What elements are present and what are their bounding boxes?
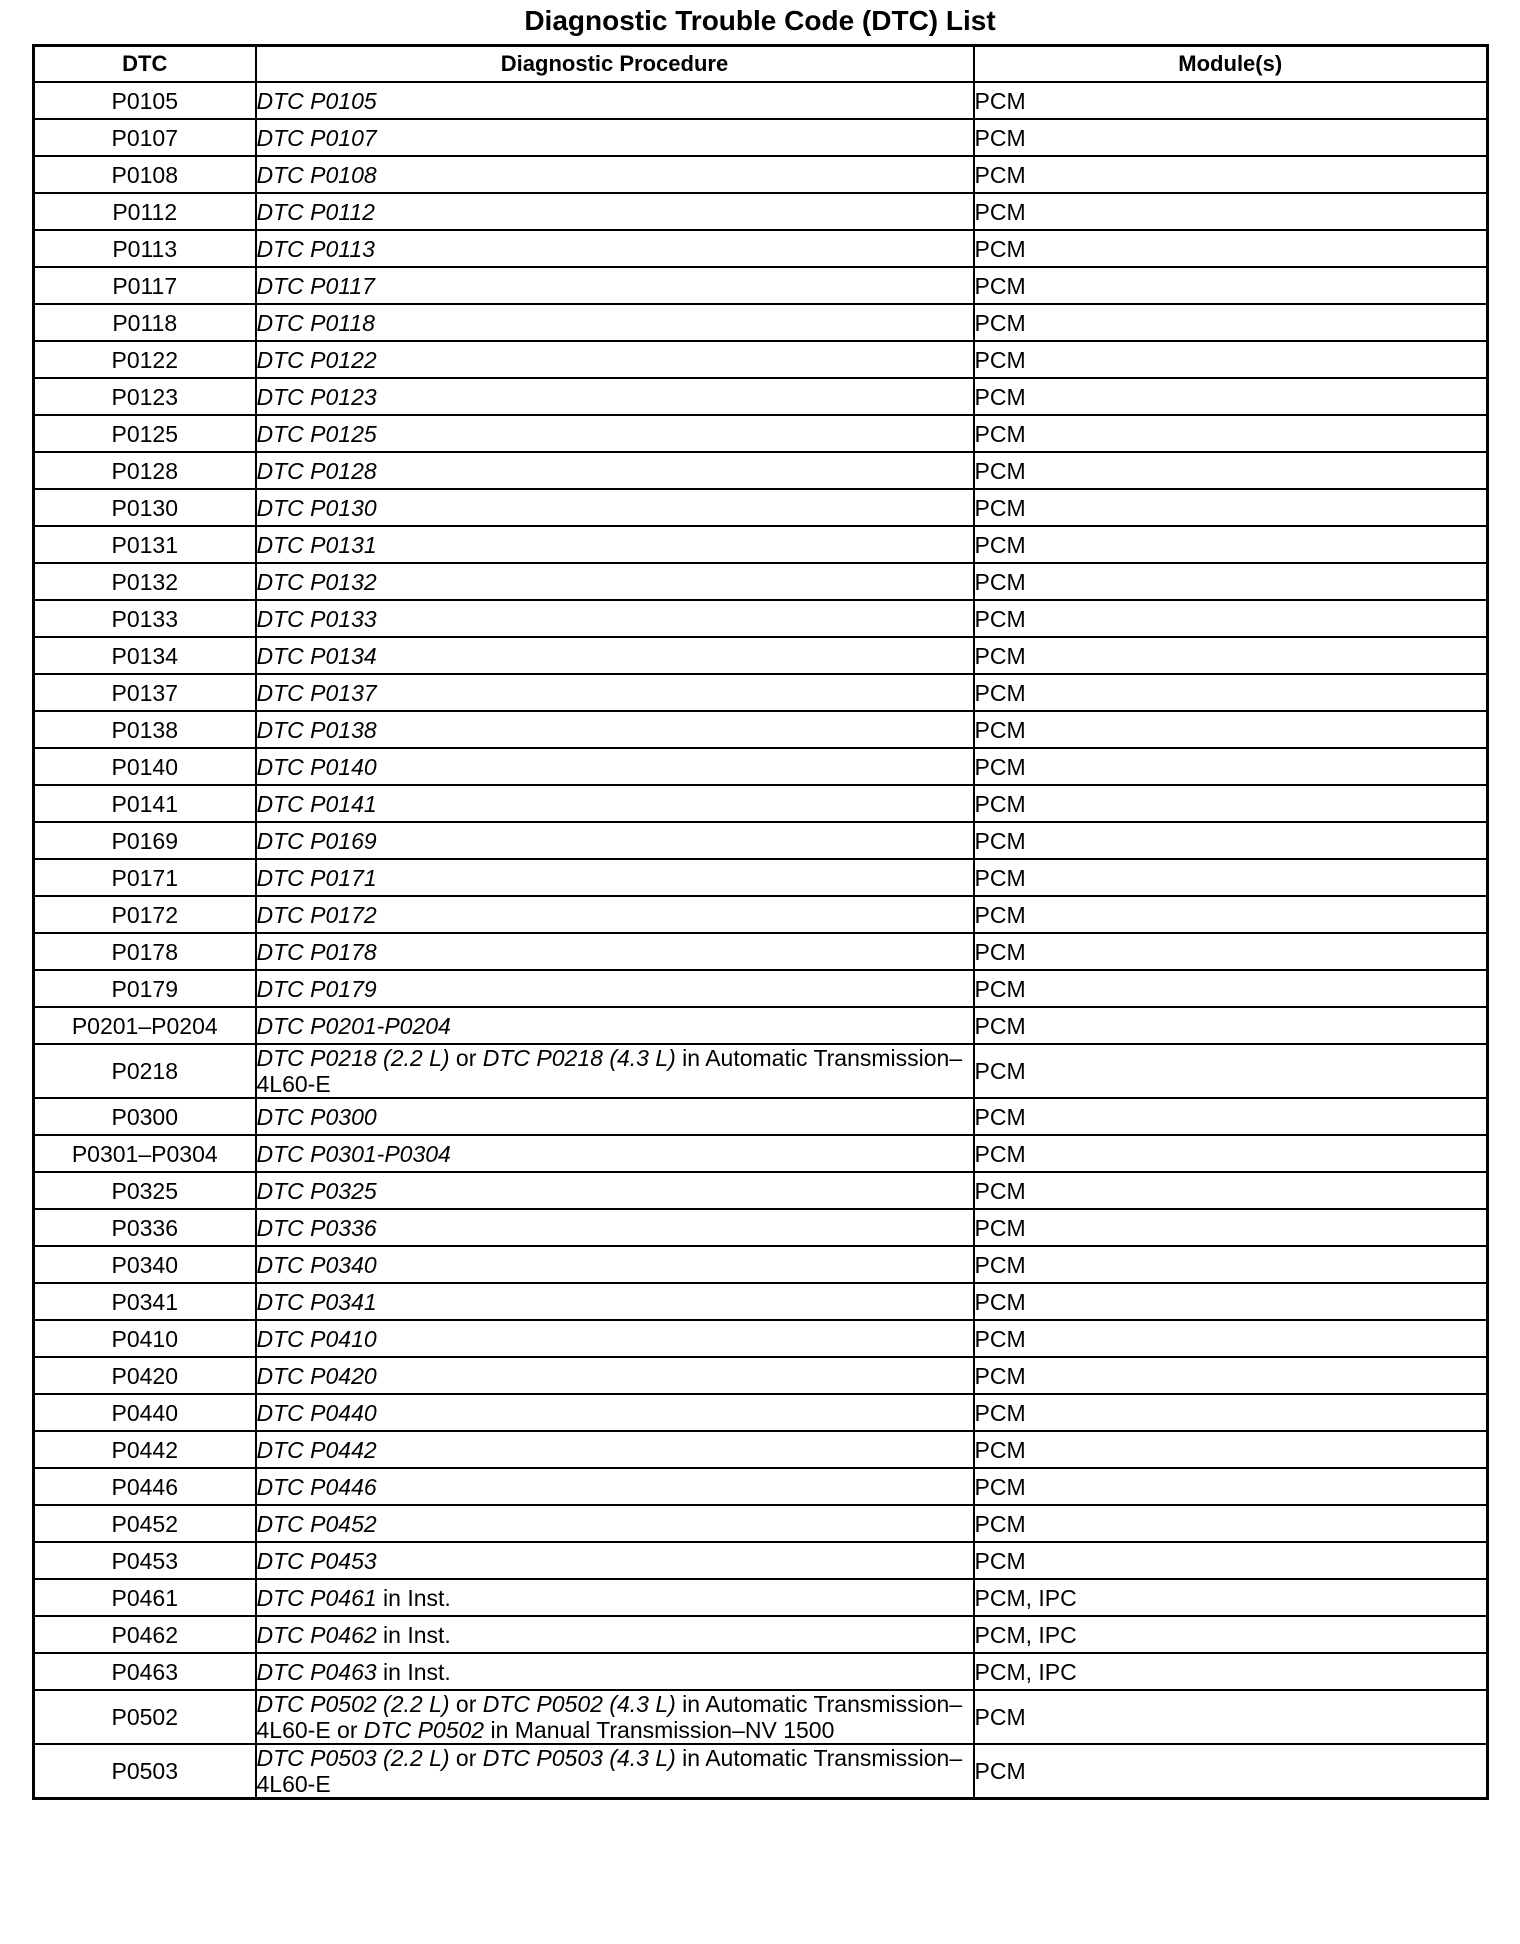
diagnostic-procedure-cell bbox=[256, 1579, 974, 1616]
procedure-link-text: DTC P0133 bbox=[256, 605, 377, 632]
procedure-link-text: DTC P0130 bbox=[256, 494, 377, 521]
module-cell: PCM bbox=[974, 637, 1488, 674]
diagnostic-procedure-cell bbox=[256, 1320, 974, 1357]
module-cell: PCM bbox=[974, 933, 1488, 970]
diagnostic-procedure-cell bbox=[256, 230, 974, 267]
procedure-text: or bbox=[449, 1045, 483, 1071]
procedure-link-text: DTC P0502 (4.3 L) bbox=[482, 1691, 676, 1717]
module-cell: PCM bbox=[974, 1172, 1488, 1209]
module-cell: PCM bbox=[974, 415, 1488, 452]
diagnostic-procedure-cell bbox=[256, 267, 974, 304]
table-row bbox=[34, 526, 1488, 563]
module-cell: PCM bbox=[974, 1744, 1488, 1799]
procedure-link-text: DTC P0131 bbox=[256, 531, 377, 558]
dtc-code-cell: P0446 bbox=[34, 1468, 256, 1505]
procedure-link-text: DTC P0420 bbox=[256, 1362, 377, 1389]
table-row bbox=[34, 1283, 1488, 1320]
table-row bbox=[34, 230, 1488, 267]
module-cell: PCM bbox=[974, 600, 1488, 637]
module-cell: PCM bbox=[974, 193, 1488, 230]
module-cell: PCM bbox=[974, 1135, 1488, 1172]
table-row bbox=[34, 82, 1488, 119]
module-cell: PCM bbox=[974, 1542, 1488, 1579]
module-cell: PCM bbox=[974, 711, 1488, 748]
procedure-link-text: DTC P0462 bbox=[256, 1621, 377, 1648]
procedure-link-text: DTC P0171 bbox=[256, 864, 377, 891]
module-cell: PCM bbox=[974, 267, 1488, 304]
diagnostic-procedure-cell bbox=[256, 82, 974, 119]
dtc-code-cell: P0440 bbox=[34, 1394, 256, 1431]
procedure-link-text: DTC P0503 (4.3 L) bbox=[482, 1745, 676, 1771]
procedure-link-text: DTC P0178 bbox=[256, 938, 377, 965]
table-row bbox=[34, 1394, 1488, 1431]
table-row bbox=[34, 1579, 1488, 1616]
table-row bbox=[34, 1098, 1488, 1135]
procedure-text: in Inst. bbox=[376, 1658, 451, 1685]
table-row bbox=[34, 1007, 1488, 1044]
table-row bbox=[34, 267, 1488, 304]
table-row bbox=[34, 1135, 1488, 1172]
dtc-code-cell: P0130 bbox=[34, 489, 256, 526]
module-cell: PCM, IPC bbox=[974, 1653, 1488, 1690]
page-title: Diagnostic Trouble Code (DTC) List bbox=[524, 5, 996, 36]
module-cell: PCM bbox=[974, 378, 1488, 415]
procedure-link-text: DTC P0502 bbox=[363, 1717, 485, 1743]
dtc-code-cell: P0117 bbox=[34, 267, 256, 304]
module-cell: PCM bbox=[974, 1246, 1488, 1283]
module-cell: PCM bbox=[974, 119, 1488, 156]
table-row bbox=[34, 970, 1488, 1007]
diagnostic-procedure-cell bbox=[256, 748, 974, 785]
table-row bbox=[34, 193, 1488, 230]
diagnostic-procedure-cell bbox=[256, 674, 974, 711]
module-cell: PCM bbox=[974, 489, 1488, 526]
module-cell: PCM bbox=[974, 1098, 1488, 1135]
dtc-code-cell: P0453 bbox=[34, 1542, 256, 1579]
diagnostic-procedure-cell bbox=[256, 822, 974, 859]
procedure-text: or bbox=[449, 1691, 483, 1717]
diagnostic-procedure-cell bbox=[256, 1690, 974, 1744]
table-row bbox=[34, 1431, 1488, 1468]
table-row bbox=[34, 1172, 1488, 1209]
table-row bbox=[34, 563, 1488, 600]
dtc-code-cell: P0141 bbox=[34, 785, 256, 822]
diagnostic-procedure-cell bbox=[256, 711, 974, 748]
procedure-link-text: DTC P0112 bbox=[256, 198, 375, 225]
procedure-link-text: DTC P0122 bbox=[256, 346, 377, 373]
dtc-code-cell: P0179 bbox=[34, 970, 256, 1007]
dtc-code-cell: P0128 bbox=[34, 452, 256, 489]
diagnostic-procedure-cell bbox=[256, 1044, 974, 1098]
diagnostic-procedure-cell bbox=[256, 489, 974, 526]
procedure-text: in Inst. bbox=[376, 1584, 451, 1611]
table-row bbox=[34, 637, 1488, 674]
diagnostic-procedure-cell bbox=[256, 1616, 974, 1653]
dtc-code-cell: P0112 bbox=[34, 193, 256, 230]
procedure-link-text: DTC P0128 bbox=[256, 457, 377, 484]
diagnostic-procedure-cell bbox=[256, 415, 974, 452]
table-row bbox=[34, 1357, 1488, 1394]
diagnostic-procedure-cell bbox=[256, 1542, 974, 1579]
procedure-link-text: DTC P0138 bbox=[256, 716, 377, 743]
diagnostic-procedure-cell bbox=[256, 1098, 974, 1135]
diagnostic-procedure-cell bbox=[256, 785, 974, 822]
procedure-link-text: DTC P0113 bbox=[256, 235, 375, 262]
procedure-link-text: DTC P0125 bbox=[256, 420, 377, 447]
table-row bbox=[34, 1246, 1488, 1283]
procedure-link-text: DTC P0336 bbox=[256, 1214, 377, 1241]
table-row bbox=[34, 1468, 1488, 1505]
module-cell: PCM bbox=[974, 82, 1488, 119]
dtc-code-cell: P0218 bbox=[34, 1044, 256, 1098]
procedure-link-text: DTC P0107 bbox=[256, 124, 377, 151]
table-row bbox=[34, 1653, 1488, 1690]
dtc-code-cell: P0137 bbox=[34, 674, 256, 711]
diagnostic-procedure-cell bbox=[256, 341, 974, 378]
module-cell: PCM bbox=[974, 785, 1488, 822]
module-cell: PCM bbox=[974, 1209, 1488, 1246]
module-cell: PCM bbox=[974, 526, 1488, 563]
procedure-link-text: DTC P0123 bbox=[256, 383, 377, 410]
table-row bbox=[34, 341, 1488, 378]
procedure-link-text: DTC P0169 bbox=[256, 827, 377, 854]
procedure-link-text: DTC P0134 bbox=[256, 642, 377, 669]
diagnostic-procedure-cell bbox=[256, 378, 974, 415]
diagnostic-procedure-cell bbox=[256, 1431, 974, 1468]
diagnostic-procedure-cell bbox=[256, 1394, 974, 1431]
dtc-code-cell: P0442 bbox=[34, 1431, 256, 1468]
table-row bbox=[34, 1690, 1488, 1744]
table-row bbox=[34, 415, 1488, 452]
diagnostic-procedure-cell bbox=[256, 637, 974, 674]
procedure-link-text: DTC P0218 (4.3 L) bbox=[482, 1045, 676, 1071]
table-row bbox=[34, 1209, 1488, 1246]
module-cell: PCM bbox=[974, 1357, 1488, 1394]
procedure-link-text: DTC P0461 bbox=[256, 1584, 377, 1611]
diagnostic-procedure-cell bbox=[256, 1135, 974, 1172]
module-cell: PCM bbox=[974, 748, 1488, 785]
procedure-text: in Inst. bbox=[376, 1621, 451, 1648]
dtc-code-cell: P0171 bbox=[34, 859, 256, 896]
dtc-code-cell: P0133 bbox=[34, 600, 256, 637]
module-cell: PCM bbox=[974, 896, 1488, 933]
dtc-table-body bbox=[34, 82, 1488, 1799]
procedure-link-text: DTC P0179 bbox=[256, 975, 377, 1002]
diagnostic-procedure-cell bbox=[256, 119, 974, 156]
procedure-link-text: DTC P0108 bbox=[256, 161, 377, 188]
diagnostic-procedure-cell bbox=[256, 1209, 974, 1246]
table-row bbox=[34, 711, 1488, 748]
dtc-code-cell: P0140 bbox=[34, 748, 256, 785]
table-row bbox=[34, 1320, 1488, 1357]
module-cell: PCM bbox=[974, 563, 1488, 600]
table-row bbox=[34, 378, 1488, 415]
procedure-link-text: DTC P0140 bbox=[256, 753, 377, 780]
module-cell: PCM bbox=[974, 822, 1488, 859]
procedure-link-text: DTC P0410 bbox=[256, 1325, 377, 1352]
table-row bbox=[34, 933, 1488, 970]
module-cell: PCM bbox=[974, 1431, 1488, 1468]
dtc-code-cell: P0134 bbox=[34, 637, 256, 674]
dtc-code-cell: P0132 bbox=[34, 563, 256, 600]
procedure-link-text: DTC P0201-P0204 bbox=[256, 1012, 451, 1039]
module-cell: PCM bbox=[974, 452, 1488, 489]
diagnostic-procedure-cell bbox=[256, 526, 974, 563]
dtc-code-cell: P0178 bbox=[34, 933, 256, 970]
table-row bbox=[34, 600, 1488, 637]
dtc-code-cell: P0463 bbox=[34, 1653, 256, 1690]
procedure-text: or bbox=[449, 1745, 483, 1771]
dtc-code-cell: P0169 bbox=[34, 822, 256, 859]
dtc-code-cell: P0461 bbox=[34, 1579, 256, 1616]
table-row bbox=[34, 489, 1488, 526]
procedure-text: in Automatic Transmission–4L60-E bbox=[256, 1745, 963, 1797]
table-row bbox=[34, 1744, 1488, 1799]
diagnostic-procedure-cell bbox=[256, 896, 974, 933]
table-row bbox=[34, 156, 1488, 193]
procedure-text: in Automatic Transmission–4L60-E or bbox=[256, 1691, 963, 1743]
dtc-column-header: DTC bbox=[34, 46, 256, 83]
procedure-link-text: DTC P0452 bbox=[256, 1510, 377, 1537]
dtc-code-cell: P0172 bbox=[34, 896, 256, 933]
procedure-link-text: DTC P0440 bbox=[256, 1399, 377, 1426]
module-cell: PCM bbox=[974, 970, 1488, 1007]
module-cell: PCM bbox=[974, 1394, 1488, 1431]
dtc-code-cell: P0420 bbox=[34, 1357, 256, 1394]
module-cell: PCM bbox=[974, 1505, 1488, 1542]
diagnostic-procedure-cell bbox=[256, 1246, 974, 1283]
table-row bbox=[34, 674, 1488, 711]
procedure-column-header: Diagnostic Procedure bbox=[256, 46, 974, 83]
module-cell: PCM bbox=[974, 1044, 1488, 1098]
diagnostic-procedure-cell bbox=[256, 1468, 974, 1505]
dtc-code-cell: P0108 bbox=[34, 156, 256, 193]
module-cell: PCM bbox=[974, 156, 1488, 193]
module-cell: PCM bbox=[974, 859, 1488, 896]
module-cell: PCM bbox=[974, 230, 1488, 267]
diagnostic-procedure-cell bbox=[256, 1172, 974, 1209]
module-cell: PCM, IPC bbox=[974, 1579, 1488, 1616]
diagnostic-procedure-cell bbox=[256, 452, 974, 489]
dtc-code-cell: P0300 bbox=[34, 1098, 256, 1135]
procedure-link-text: DTC P0446 bbox=[256, 1473, 377, 1500]
dtc-code-cell: P0125 bbox=[34, 415, 256, 452]
procedure-link-text: DTC P0141 bbox=[256, 790, 377, 817]
module-cell: PCM bbox=[974, 1283, 1488, 1320]
module-cell: PCM bbox=[974, 304, 1488, 341]
module-cell: PCM bbox=[974, 1468, 1488, 1505]
table-row bbox=[34, 1616, 1488, 1653]
diagnostic-procedure-cell bbox=[256, 600, 974, 637]
table-row bbox=[34, 1044, 1488, 1098]
dtc-code-cell: P0131 bbox=[34, 526, 256, 563]
diagnostic-procedure-cell bbox=[256, 1007, 974, 1044]
dtc-code-cell: P0123 bbox=[34, 378, 256, 415]
procedure-link-text: DTC P0325 bbox=[256, 1177, 377, 1204]
dtc-code-cell: P0138 bbox=[34, 711, 256, 748]
dtc-code-cell: P0341 bbox=[34, 1283, 256, 1320]
module-cell: PCM bbox=[974, 341, 1488, 378]
module-column-header: Module(s) bbox=[974, 46, 1488, 83]
table-row bbox=[34, 1505, 1488, 1542]
diagnostic-procedure-cell bbox=[256, 970, 974, 1007]
dtc-code-cell: P0410 bbox=[34, 1320, 256, 1357]
diagnostic-procedure-cell bbox=[256, 933, 974, 970]
diagnostic-procedure-cell bbox=[256, 1744, 974, 1799]
dtc-code-cell: P0113 bbox=[34, 230, 256, 267]
table-row bbox=[34, 785, 1488, 822]
dtc-code-cell: P0118 bbox=[34, 304, 256, 341]
procedure-link-text: DTC P0340 bbox=[256, 1251, 377, 1278]
module-cell: PCM bbox=[974, 1007, 1488, 1044]
procedure-link-text: DTC P0503 (2.2 L) bbox=[256, 1745, 450, 1771]
dtc-table bbox=[32, 44, 1489, 1800]
dtc-code-cell: P0340 bbox=[34, 1246, 256, 1283]
procedure-link-text: DTC P0172 bbox=[256, 901, 377, 928]
procedure-link-text: DTC P0442 bbox=[256, 1436, 377, 1463]
module-cell: PCM bbox=[974, 674, 1488, 711]
dtc-code-cell: P0503 bbox=[34, 1744, 256, 1799]
procedure-link-text: DTC P0301-P0304 bbox=[256, 1140, 451, 1167]
procedure-link-text: DTC P0132 bbox=[256, 568, 377, 595]
procedure-link-text: DTC P0137 bbox=[256, 679, 377, 706]
diagnostic-procedure-cell bbox=[256, 193, 974, 230]
procedure-link-text: DTC P0300 bbox=[256, 1103, 377, 1130]
diagnostic-procedure-cell bbox=[256, 1505, 974, 1542]
dtc-code-cell: P0336 bbox=[34, 1209, 256, 1246]
table-row bbox=[34, 822, 1488, 859]
dtc-code-cell: P0462 bbox=[34, 1616, 256, 1653]
table-row bbox=[34, 304, 1488, 341]
dtc-code-cell: P0122 bbox=[34, 341, 256, 378]
table-row bbox=[34, 859, 1488, 896]
module-cell: PCM, IPC bbox=[974, 1616, 1488, 1653]
diagnostic-procedure-cell bbox=[256, 1357, 974, 1394]
table-row bbox=[34, 748, 1488, 785]
procedure-link-text: DTC P0105 bbox=[256, 87, 377, 114]
module-cell: PCM bbox=[974, 1320, 1488, 1357]
diagnostic-procedure-cell bbox=[256, 859, 974, 896]
procedure-link-text: DTC P0341 bbox=[256, 1288, 377, 1315]
procedure-link-text: DTC P0463 bbox=[256, 1658, 377, 1685]
procedure-text: in Automatic Transmission–4L60-E bbox=[256, 1045, 963, 1097]
diagnostic-procedure-cell bbox=[256, 1283, 974, 1320]
diagnostic-procedure-cell bbox=[256, 156, 974, 193]
dtc-code-cell: P0301–P0304 bbox=[34, 1135, 256, 1172]
diagnostic-procedure-cell bbox=[256, 1653, 974, 1690]
procedure-link-text: DTC P0118 bbox=[256, 309, 375, 336]
table-header-row bbox=[34, 46, 1488, 83]
procedure-link-text: DTC P0502 (2.2 L) bbox=[256, 1691, 450, 1717]
procedure-link-text: DTC P0218 (2.2 L) bbox=[256, 1045, 450, 1071]
dtc-code-cell: P0105 bbox=[34, 82, 256, 119]
table-row bbox=[34, 452, 1488, 489]
procedure-link-text: DTC P0117 bbox=[256, 272, 375, 299]
dtc-code-cell: P0502 bbox=[34, 1690, 256, 1744]
dtc-code-cell: P0452 bbox=[34, 1505, 256, 1542]
table-row bbox=[34, 119, 1488, 156]
dtc-code-cell: P0201–P0204 bbox=[34, 1007, 256, 1044]
procedure-text: in Manual Transmission–NV 1500 bbox=[484, 1717, 835, 1743]
module-cell: PCM bbox=[974, 1690, 1488, 1744]
procedure-link-text: DTC P0453 bbox=[256, 1547, 377, 1574]
diagnostic-procedure-cell bbox=[256, 304, 974, 341]
dtc-code-cell: P0325 bbox=[34, 1172, 256, 1209]
diagnostic-procedure-cell bbox=[256, 563, 974, 600]
dtc-code-cell: P0107 bbox=[34, 119, 256, 156]
table-row bbox=[34, 1542, 1488, 1579]
table-row bbox=[34, 896, 1488, 933]
